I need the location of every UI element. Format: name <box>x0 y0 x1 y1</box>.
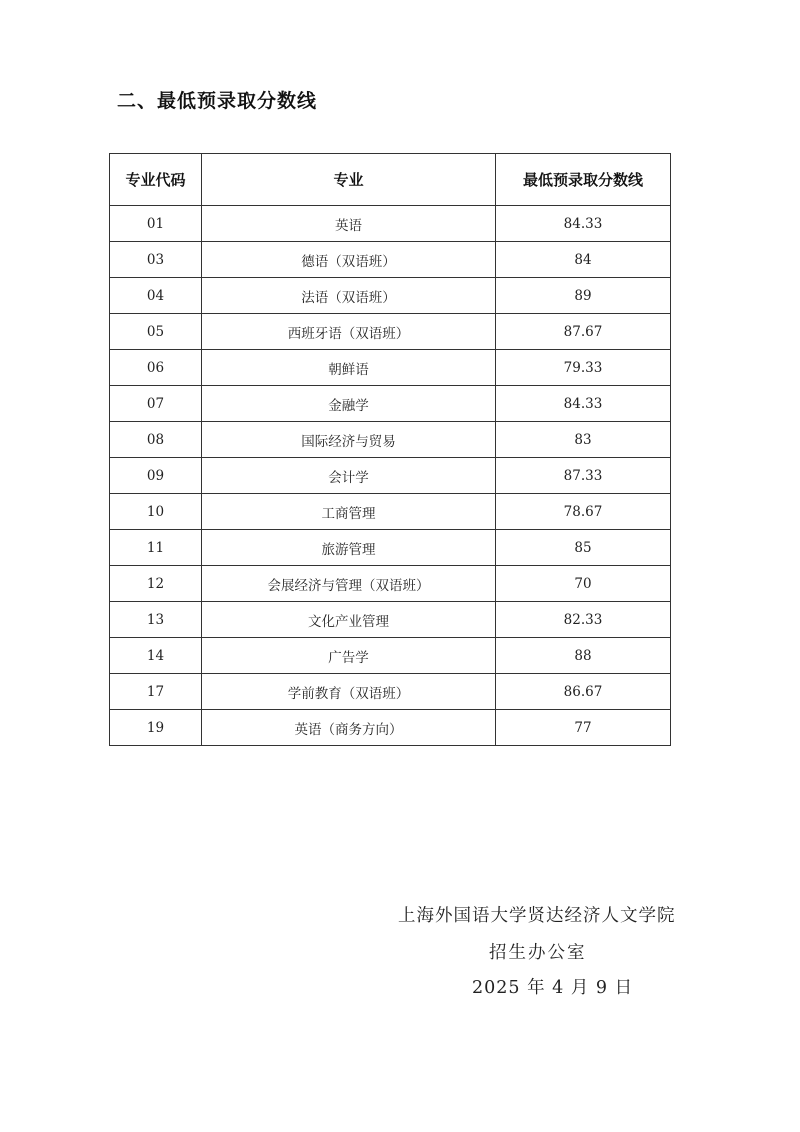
table-row <box>110 206 671 242</box>
table-row <box>110 350 671 386</box>
table-row <box>110 386 671 422</box>
major-code-cell: 05 <box>110 314 202 350</box>
major-name-cell: 西班牙语（双语班） <box>202 314 496 350</box>
min-score-cell: 84 <box>496 242 671 278</box>
major-code-cell: 04 <box>110 278 202 314</box>
table-row <box>110 422 671 458</box>
min-score-cell: 87.67 <box>496 314 671 350</box>
min-score-cell: 79.33 <box>496 350 671 386</box>
min-score-cell: 84.33 <box>496 386 671 422</box>
major-code-cell: 06 <box>110 350 202 386</box>
major-name-cell: 学前教育（双语班） <box>202 674 496 710</box>
organization-name: 上海外国语大学贤达经济人文学院 <box>398 906 676 926</box>
min-score-cell: 83 <box>496 422 671 458</box>
major-code-cell: 17 <box>110 674 202 710</box>
header-min-score: 最低预录取分数线 <box>496 154 671 206</box>
min-score-cell: 87.33 <box>496 458 671 494</box>
major-code-cell: 09 <box>110 458 202 494</box>
min-score-cell: 78.67 <box>496 494 671 530</box>
major-name-cell: 工商管理 <box>202 494 496 530</box>
min-score-cell: 85 <box>496 530 671 566</box>
section-title: 二、最低预录取分数线 <box>117 90 318 112</box>
min-score-cell: 89 <box>496 278 671 314</box>
table-row <box>110 566 671 602</box>
major-name-cell: 英语（商务方向） <box>202 710 496 746</box>
major-name-cell: 法语（双语班） <box>202 278 496 314</box>
major-name-cell: 朝鲜语 <box>202 350 496 386</box>
min-score-cell: 88 <box>496 638 671 674</box>
table-row <box>110 602 671 638</box>
admission-score-table <box>109 153 671 746</box>
major-name-cell: 金融学 <box>202 386 496 422</box>
min-score-cell: 70 <box>496 566 671 602</box>
major-name-cell: 旅游管理 <box>202 530 496 566</box>
min-score-cell: 77 <box>496 710 671 746</box>
major-name-cell: 德语（双语班） <box>202 242 496 278</box>
major-name-cell: 文化产业管理 <box>202 602 496 638</box>
min-score-cell: 84.33 <box>496 206 671 242</box>
table-body <box>110 206 671 746</box>
major-code-cell: 01 <box>110 206 202 242</box>
major-code-cell: 13 <box>110 602 202 638</box>
office-name: 招生办公室 <box>489 943 587 963</box>
table-row <box>110 314 671 350</box>
header-major-code: 专业代码 <box>110 154 202 206</box>
major-code-cell: 03 <box>110 242 202 278</box>
major-code-cell: 10 <box>110 494 202 530</box>
table-row <box>110 710 671 746</box>
table-row <box>110 278 671 314</box>
table-row <box>110 638 671 674</box>
major-code-cell: 19 <box>110 710 202 746</box>
table-row <box>110 458 671 494</box>
major-code-cell: 08 <box>110 422 202 458</box>
major-name-cell: 英语 <box>202 206 496 242</box>
major-name-cell: 广告学 <box>202 638 496 674</box>
major-code-cell: 11 <box>110 530 202 566</box>
table-header-row <box>110 154 671 206</box>
table-row <box>110 530 671 566</box>
min-score-cell: 82.33 <box>496 602 671 638</box>
major-name-cell: 国际经济与贸易 <box>202 422 496 458</box>
table-row <box>110 674 671 710</box>
min-score-cell: 86.67 <box>496 674 671 710</box>
header-major: 专业 <box>202 154 496 206</box>
major-code-cell: 14 <box>110 638 202 674</box>
table-row <box>110 242 671 278</box>
issue-date: 2025 年 4 月 9 日 <box>472 978 634 998</box>
major-name-cell: 会展经济与管理（双语班） <box>202 566 496 602</box>
major-code-cell: 12 <box>110 566 202 602</box>
table-row <box>110 494 671 530</box>
major-name-cell: 会计学 <box>202 458 496 494</box>
major-code-cell: 07 <box>110 386 202 422</box>
